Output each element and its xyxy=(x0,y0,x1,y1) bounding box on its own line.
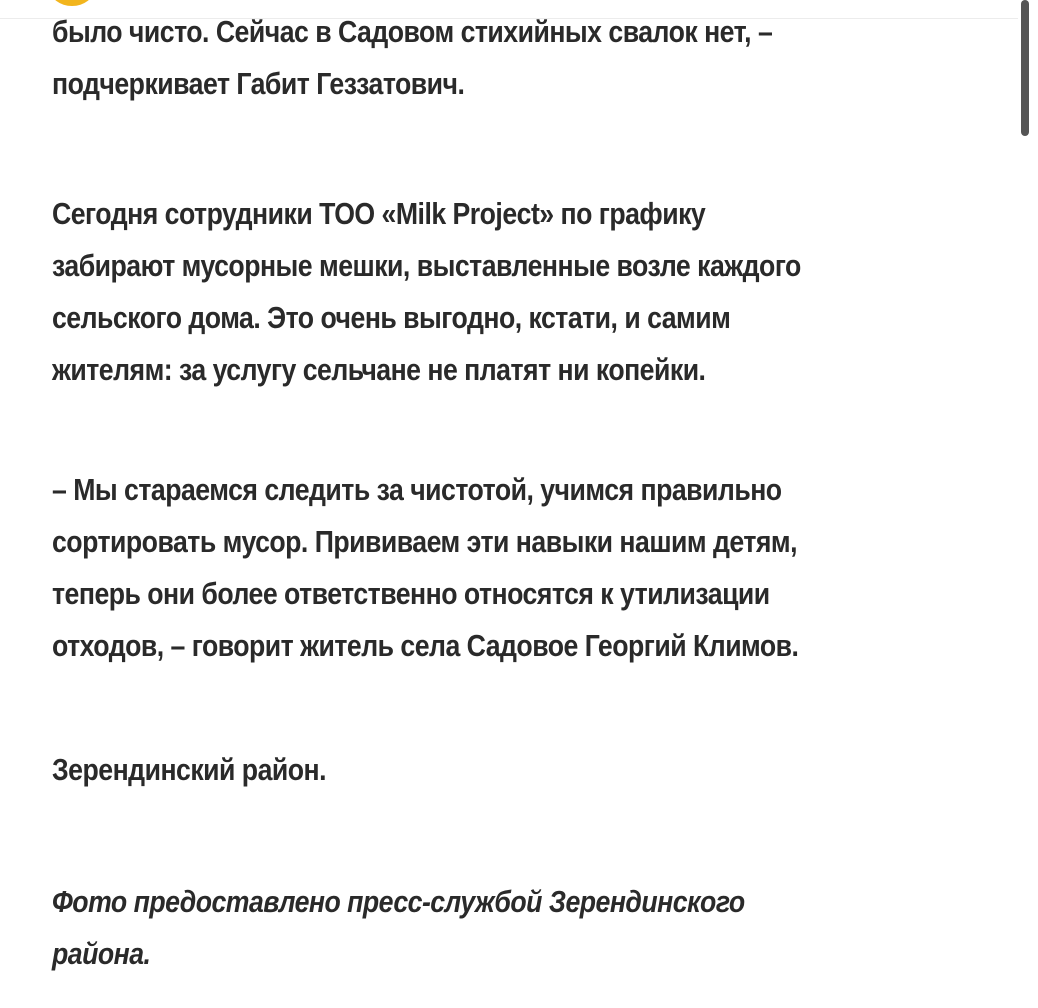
scrollbar-thumb[interactable] xyxy=(1021,0,1029,136)
text-line: забирают мусорные мешки, выставленные возле каждого xyxy=(52,248,801,283)
text-line: жителям: за услугу сельчане не платят ни копейки. xyxy=(52,352,706,387)
text-line: Сегодня сотрудники ТОО «Milk Project» по графику xyxy=(52,196,706,231)
text-line: района. xyxy=(52,936,151,971)
paragraph-milk-project xyxy=(52,188,972,396)
paragraph-resident-quote xyxy=(52,464,972,672)
paragraph-district xyxy=(52,744,972,796)
text-line: подчеркивает Габит Геззатович. xyxy=(52,66,465,101)
text-line: теперь они более ответственно относятся к утилизации xyxy=(52,576,770,611)
text-line: было чисто. Сейчас в Садовом стихийных свалок нет, – xyxy=(52,14,773,49)
text-line: сортировать мусор. Прививаем эти навыки нашим детям, xyxy=(52,524,798,559)
paragraph-quote-end xyxy=(52,6,972,110)
text-line: Зерендинский район. xyxy=(52,752,327,787)
text-line: сельского дома. Это очень выгодно, кстати, и самим xyxy=(52,300,731,335)
text-line: отходов, – говорит житель села Садовое Георгий Климов. xyxy=(52,628,799,663)
text-line: Фото предоставлено пресс-службой Зерендинского xyxy=(52,884,745,919)
text-line: – Мы стараемся следить за чистотой, учимся правильно xyxy=(52,472,782,507)
photo-credit xyxy=(52,876,972,980)
